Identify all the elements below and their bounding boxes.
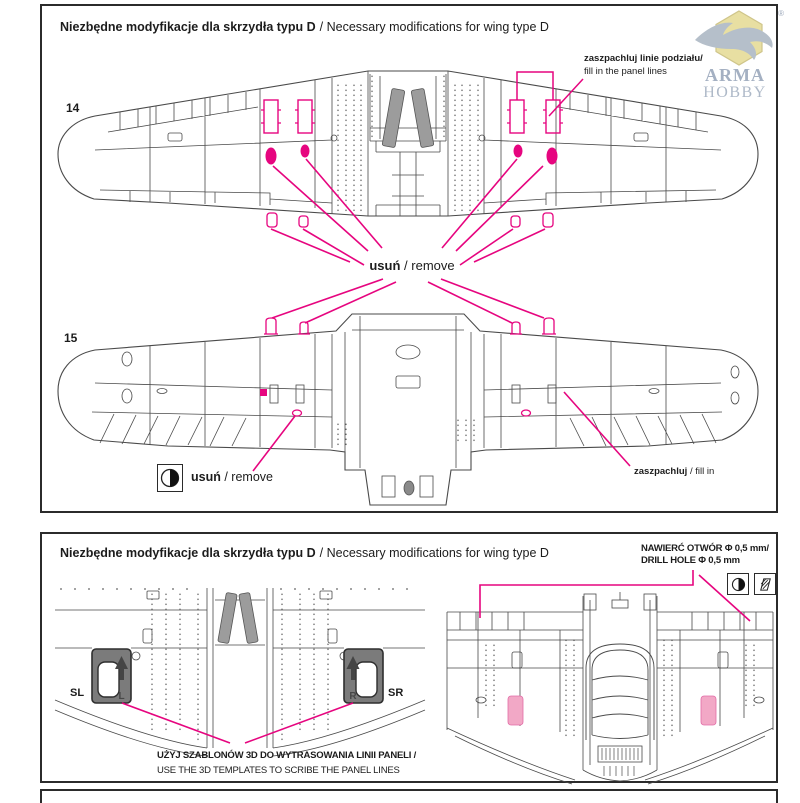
panel-top-title	[60, 20, 549, 34]
legend-remove-label	[191, 470, 273, 484]
drill-pl: NAWIERĆ OTWÓR Φ 0,5 mm/	[641, 543, 769, 554]
drill-area-mark	[701, 696, 716, 725]
fill-in-en: / fill in	[689, 466, 715, 477]
remove-oval-mark	[293, 410, 302, 416]
fill-panel-line-mark	[510, 100, 524, 133]
remove-en: / remove	[404, 258, 455, 273]
legend-remove-symbol-box	[157, 464, 183, 492]
hatch-icon	[756, 575, 775, 594]
fill-panel-line-mark	[264, 100, 278, 133]
callout-drill-hole	[641, 543, 769, 567]
remove-icon	[159, 466, 181, 490]
callout-fill-lines-pl: zaszpachluj linie podziału/	[584, 53, 703, 64]
remove-spot	[301, 145, 310, 158]
legend-remove-pl: usuń	[191, 470, 221, 484]
3d-template-right	[344, 649, 383, 703]
diagram-14-wing-top-view	[58, 71, 758, 216]
arma-hobby-bird-icon	[693, 8, 777, 70]
diagram-templates-top-view	[55, 588, 425, 756]
drill-area-mark	[508, 696, 523, 725]
diagram-center-bottom-view	[447, 570, 773, 784]
template-label-sr: SR	[388, 687, 404, 699]
caption-templates-pl: UŻYJ SZABLONÓW 3D DO WYTRASOWANIA LINII PANELI /	[157, 750, 417, 761]
remove-oval-mark	[522, 410, 531, 416]
step-number-14: 14	[66, 101, 80, 115]
fill-panel-line-mark	[298, 100, 312, 133]
template-letter-left: L	[118, 691, 125, 702]
callout-fill-in	[634, 466, 714, 477]
fill-in-pl: zaszpachluj	[634, 466, 688, 477]
title-polish: Niezbędne modyfikacje dla skrzydła typu D	[60, 20, 316, 34]
remove-spot	[547, 148, 558, 165]
title-polish: Niezbędne modyfikacje dla skrzydła typu D	[60, 546, 316, 560]
remove-flap-mark	[299, 216, 308, 227]
fill-panel-line-mark	[546, 100, 560, 133]
template-label-sl: SL	[70, 687, 85, 699]
remove-pl: usuń	[369, 258, 401, 273]
title-english: / Necessary modifications for wing type D	[319, 20, 549, 34]
drill-symbol-box-2	[754, 573, 776, 595]
remove-flap-mark	[543, 213, 553, 227]
template-letter-right: R	[349, 691, 357, 702]
callout-fill-panel-lines	[584, 53, 703, 78]
callout-remove-center	[352, 258, 472, 273]
drill-pointer-lines	[480, 570, 750, 621]
remove-square-mark	[260, 389, 267, 396]
logo-brand-top: ARMA	[705, 65, 765, 85]
remove-stub-marks	[264, 318, 556, 334]
caption-3d-templates	[157, 748, 416, 778]
3d-template-left	[92, 649, 131, 703]
callout-fill-lines-en: fill in the panel lines	[584, 65, 667, 77]
logo-brand-bottom: HOBBY	[703, 84, 767, 101]
step-number-15: 15	[64, 331, 78, 345]
wheel-well-flap-left	[382, 88, 405, 147]
remove-icon	[729, 575, 748, 594]
remove-spot	[266, 148, 277, 165]
remove-flap-mark	[511, 216, 520, 227]
panel-bottom-title	[60, 546, 549, 560]
legend-remove-en: / remove	[224, 470, 273, 484]
remove-pointer-lines	[271, 159, 545, 323]
title-english: / Necessary modifications for wing type D	[319, 546, 549, 560]
drill-symbol-box-1	[727, 573, 749, 595]
wheel-well-flap-right	[411, 88, 434, 147]
fill-lines-bracket	[517, 72, 553, 100]
remove-flap-mark	[267, 213, 277, 227]
arma-hobby-logo	[693, 8, 784, 106]
caption-templates-en: USE THE 3D TEMPLATES TO SCRIBE THE PANEL LINES	[157, 765, 400, 776]
legend-remove-pointer	[253, 416, 295, 471]
drill-en: DRILL HOLE Φ 0,5 mm	[641, 555, 740, 566]
registered-mark: ®	[778, 9, 784, 18]
remove-spot	[514, 145, 523, 158]
